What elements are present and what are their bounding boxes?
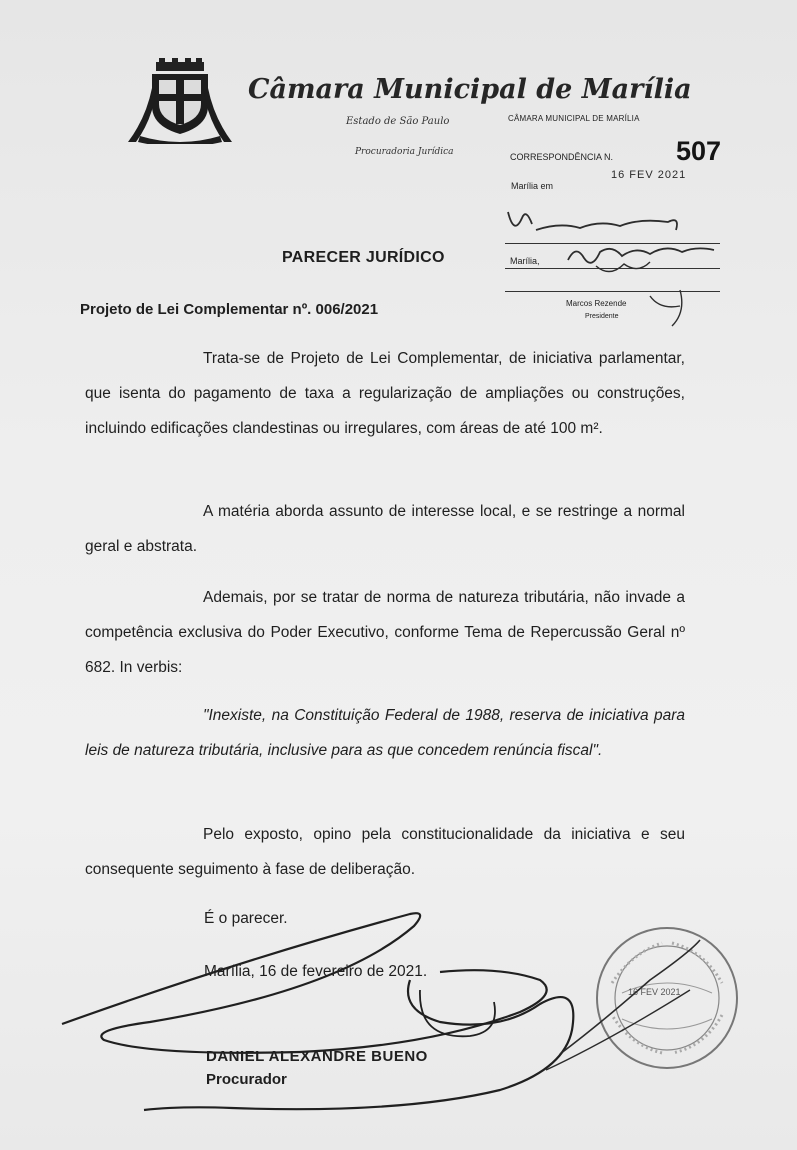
institution-name: Câmara Municipal de Marília xyxy=(248,74,692,105)
quoted-jurisprudence: "Inexiste, na Constituição Federal de 1988, reserva de iniciativa para leis de natureza tributária, inclusive para as que concedem renúncia fiscal". xyxy=(85,707,685,759)
stamp-date: 16 FEV 2021 xyxy=(611,169,687,181)
signer-name: DANIEL ALEXANDRE BUENO xyxy=(206,1048,428,1065)
closing-line: É o parecer. xyxy=(204,910,288,927)
body-paragraph: Ademais, por se tratar de norma de natureza tributária, não invade a competência exclusiva do Poder Executivo, conforme Tema de Repercussão Geral nº 682. In verbis: xyxy=(85,589,685,676)
document-title: PARECER JURÍDICO xyxy=(282,249,445,266)
document-subject: Projeto de Lei Complementar nº. 006/2021 xyxy=(80,301,379,318)
president-title: Presidente xyxy=(585,313,619,320)
stamp-rule xyxy=(505,268,720,269)
president-name: Marcos Rezende xyxy=(566,299,627,308)
correspondence-number: 507 xyxy=(676,136,722,166)
place-and-date: Marília, 16 de fevereiro de 2021. xyxy=(204,963,428,980)
stamp-city-label: Marília em xyxy=(511,181,554,191)
stamp-rule xyxy=(505,243,720,244)
stamp-rule xyxy=(505,291,720,292)
stamp-city-label-2: Marília, xyxy=(510,256,540,266)
official-seal xyxy=(592,923,742,1073)
institution-department: Procuradoria Jurídica xyxy=(355,147,454,157)
body-paragraph: Trata-se de Projeto de Lei Complementar, de iniciativa parlamentar, que isenta do pagamento de taxa a regularização de ampliações ou construções, incluindo edificações clandestinas ou irregulares, com áreas de até 100 m². xyxy=(85,350,685,437)
institution-state: Estado de São Paulo xyxy=(346,116,450,127)
correspondence-label: CORRESPONDÊNCIA N. xyxy=(510,152,614,162)
stamp-organization: CÂMARA MUNICIPAL DE MARÍLIA xyxy=(508,114,640,123)
body-paragraph: A matéria aborda assunto de interesse local, e se restringe a normal geral e abstrata. xyxy=(85,503,685,555)
municipal-coat-of-arms xyxy=(126,58,234,144)
seal-date: 16 FEV 2021 xyxy=(628,987,681,997)
signer-role: Procurador xyxy=(206,1071,287,1088)
body-paragraph: Pelo exposto, opino pela constitucionalidade da iniciativa e seu consequente seguimento à fase de deliberação. xyxy=(85,826,685,878)
